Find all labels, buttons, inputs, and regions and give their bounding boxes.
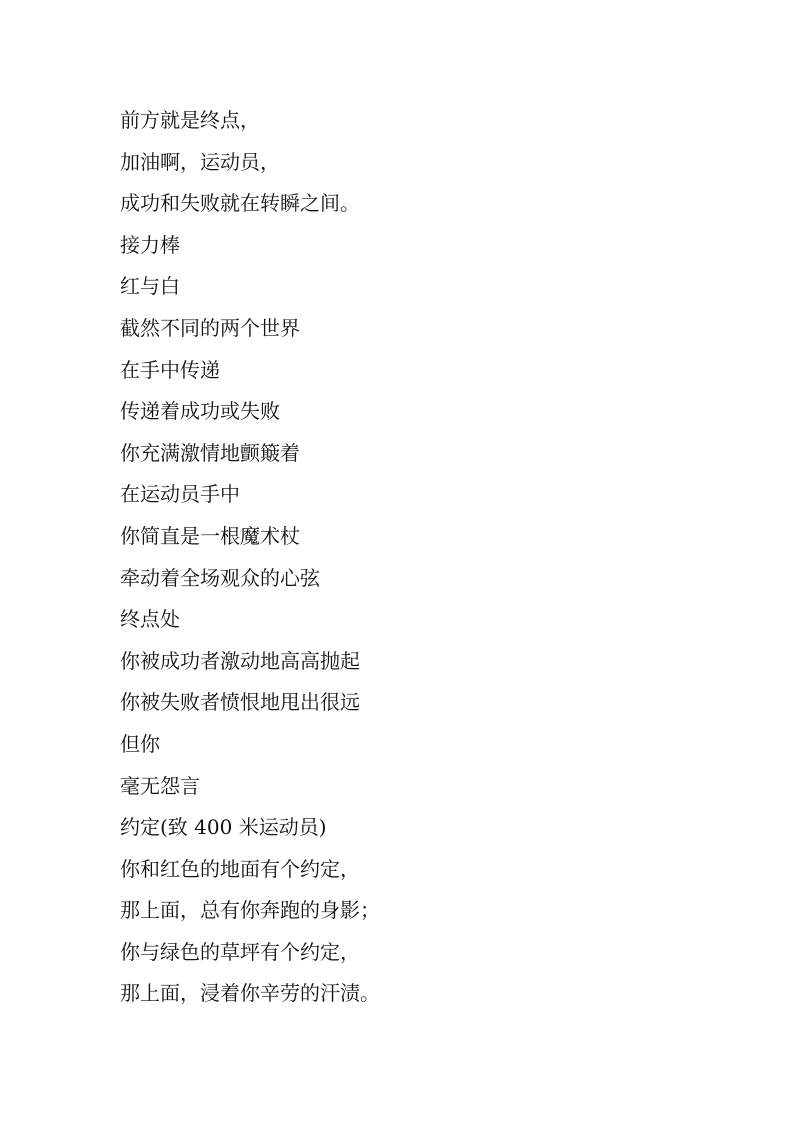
- text-line: 你充满激情地颤簸着: [120, 440, 300, 465]
- text-line: 红与白: [120, 274, 180, 299]
- text-line: 截然不同的两个世界: [120, 315, 300, 340]
- text-line: 牵动着全场观众的心弦: [120, 565, 320, 590]
- text-line: 你与绿色的草坪有个约定，: [120, 939, 360, 964]
- text-line: 但你: [120, 731, 160, 756]
- text-line: 你和红色的地面有个约定，: [120, 856, 360, 881]
- text-line: 你简直是一根魔术杖: [120, 523, 300, 548]
- text-line: 前方就是终点，: [120, 108, 260, 132]
- text-line: 毫无怨言: [120, 773, 200, 798]
- text-line: 那上面，总有你奔跑的身影；: [120, 898, 380, 923]
- poem-text: [120, 100, 380, 1015]
- text-line: 接力棒: [120, 232, 180, 257]
- text-line: 终点处: [120, 607, 180, 632]
- text-line: 你被失败者愤恨地甩出很远: [120, 690, 360, 715]
- text-line: 成功和失败就在转瞬之间。: [120, 191, 360, 216]
- text-line: 那上面，浸着你辛劳的汗渍。: [120, 981, 380, 1006]
- text-line: 加油啊，运动员，: [120, 149, 280, 174]
- text-line: 你被成功者激动地高高抛起: [120, 648, 360, 673]
- text-line: 在手中传递: [120, 357, 220, 382]
- section-title: 约定(致 400 米运动员): [120, 815, 327, 840]
- text-line: 在运动员手中: [120, 482, 240, 507]
- text-line: 传递着成功或失败: [120, 399, 280, 424]
